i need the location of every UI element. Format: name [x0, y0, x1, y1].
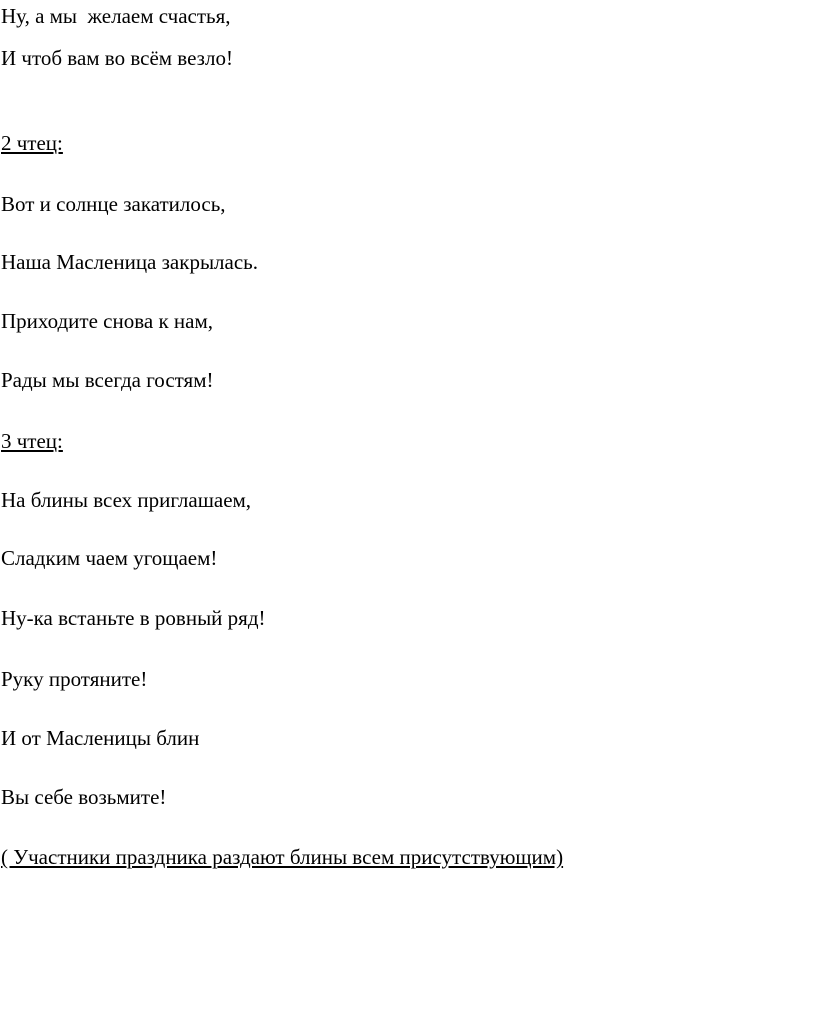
- verse-line: Руку протяните!: [1, 667, 148, 691]
- stage-direction: ( Участники праздника раздают блины всем присутствующим): [1, 845, 564, 869]
- verse-line: Вот и солнце закатилось,: [1, 192, 226, 216]
- verse-line: И чтоб вам во всём везло!: [1, 46, 233, 70]
- verse-line: Наша Масленица закрылась.: [1, 250, 259, 274]
- verse-line: На блины всех приглашаем,: [1, 488, 252, 512]
- verse-line: Вы себе возьмите!: [1, 785, 167, 809]
- reader-heading-2: 2 чтец:: [1, 131, 63, 155]
- verse-line: Ну-ка встаньте в ровный ряд!: [1, 606, 266, 630]
- verse-line: Рады мы всегда гостям!: [1, 368, 214, 392]
- verse-line: И от Масленицы блин: [1, 726, 200, 750]
- verse-line: Ну, а мы желаем счастья,: [1, 4, 231, 28]
- reader-heading-3: 3 чтец:: [1, 429, 63, 453]
- verse-line: Приходите снова к нам,: [1, 309, 213, 333]
- verse-line: Сладким чаем угощаем!: [1, 546, 218, 570]
